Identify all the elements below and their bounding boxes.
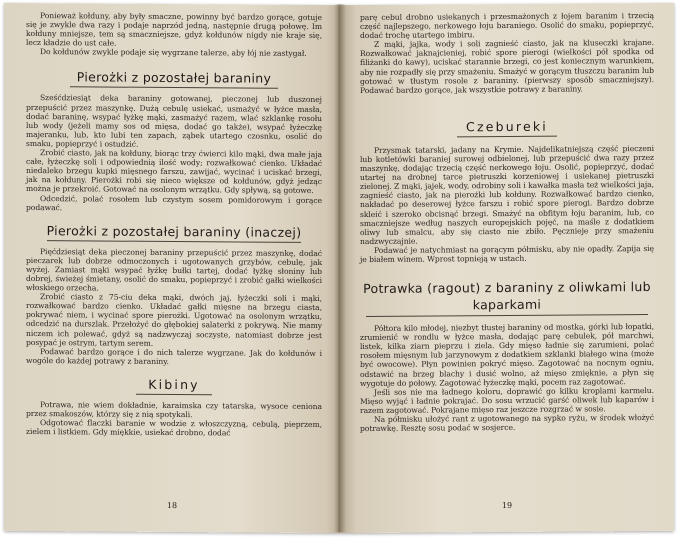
paragraph: parę cebul drobno usiekanych i przesmażonych z łojem baranim i trzecią część najlepszego, nerkowego łoju baraniego. Osolić do smaku, popieprzyć, dodać trochę utartego imbiru. [360, 10, 654, 41]
page-number: 18 [166, 500, 178, 511]
paragraph: Z mąki, jajka, wody i soli zagnieść ciasto, jak na kluseczki krajane. Rozwałkować jaknajcieniej, robić spore pierogi (wielkości pół spodka od filiżanki do kawy), uciskać starannie brzegi, co jest koniecznym warunkiem, aby nie rozpadły się przy smażeniu. Smażyć w gorącym tłuszczu baranim lub gotować w tłustym rosole z baraniny. (pierwszy sposób smaczniejszy). Podawać bardzo gorące, jak wszystkie potrawy z baraniny. [360, 38, 654, 95]
right-page [340, 3, 674, 533]
page-number: 19 [501, 500, 513, 511]
paragraph: Do kołdunów zwykle podaje się wygrzane talerze, aby łój nie zastygał. [40, 47, 307, 59]
paragraph: Pięćdziesiąt deka pieczonej baraniny przepuścić przez maszynkę, dodać pieczarek lub dobrze odmoczonych i ugotowanych grzybów, cebulę, jak wyżej. Zamiast mąki wsypać łyżkę bułki tartej, dodać łyżkę słoniny lub dobrej, świeżej śmietany, osolić do smaku, popieprzyć i zrobić gałki wielkości włoskiego orzecha. [26, 246, 322, 293]
paragraph: Przysmak tatarski, jadany na Krymie. Najdelikatniejszą część pieczeni lub kotletówki baraniej surowej odbielonej, lub przepuścić dwa razy przez maszynkę, dodając trzecią część nerkowego łoju. Osolić, popieprzyć, dodać utartej na drobnej tarce pietruszki korzeniowej i usiekanej pietruszki zielonej. Z mąki, jajek, wody, odrobiny soli i kawałka masła też wielkości jaja, zagnieść ciasto, jak na pierożki lub kołduny. Rozwałkować bardzo cienko, nakładać po deserowej łyżce farszu i robić spore pierogi. Bardzo dobrze skleić i szeroko obcisnąć brzegi. Smażyć na obfitym łoju baranim, lub, co smaczniejsze według naszych europejskich pojęć, na maśle z dodatkiem oliwy lub smalcu, aby się ciasto nie zbiło. Pęcznieje przy smażeniu nadzwyczajnie. [360, 143, 654, 246]
paragraph: Podawać je natychmiast na gorącym półmisku, aby nie opadły. Zapija się je białem winem. Wprost topnieją w ustach. [360, 243, 654, 264]
section-title-czebureki: Czebureki [466, 118, 548, 135]
paragraph: Półtora kilo młodej, niezbyt tłustej baraniny od mostka, górki lub łopatki, zrumienić w rondlu w łyżce masła, dodając parę cebulek, pół marchwi, listek, kilka ziarn pieprzu i ziela. Gdy mięso ładnie się zarumieni, polać rosołem mięsnym lub jarzynowym z dodatkiem szklanki białego wina (może być owocowe). Płyn powinien pokryć mięso. Zagotować na nocnym ogniu, odstawić na brzeg blachy i dusić wolno, aż mięso zmięknie, a płyn się wygotuje do połowy. Zagotować łyżeczkę mąki, pocem raz zagotować. [360, 322, 654, 388]
paragraph: Sześćdziesiąt deka baraniny gotowanej, pieczonej lub duszonej przepuścić przez maszynkę. Dużą cebulę usiekać, usmażyć w łyżce masła, dodać baraninę, wsypać łyżkę mąki, zasmażyć razem, wlać szklankę rosołu lub wody (jeżeli mamy sos od mięsa, dodać go także), wsypać łyżeczkę majeranku, lub, kto lubi ten zapach, ząbek utartego czosnku, osolić do smaku, popieprzyć i ostudzić. [26, 93, 322, 149]
right-intro [360, 11, 654, 95]
paragraph: Podawać bardzo gorące i do nich talerze wygrzane. Jak do kołdunów i wogóle do każdej potrawy z baraniny. [26, 346, 322, 366]
section-title-potrawka: Potrawka (ragout) z baraniny z oliwkami lub kaparkami [363, 279, 651, 313]
paragraph: Ponieważ kołduny, aby były smaczne, powinny być bardzo gorące, gotuje się je zwykle dwa razy i podaje naprzód jedną, następnie drugą połowę. Im kołduny mniejsze, tem są smaczniejsze, gdyż kołdunów nigdy nie kraje się, lecz kładzie do ust całe. [26, 11, 322, 48]
paragraph: Potrawa, nie wiem dokładnie, karaimska czy tatarska, wysoce ceniona przez smakoszów, którzy się z nią spotykali. [26, 399, 322, 420]
open-book [4, 4, 674, 536]
section-title-pierozki-inaczej: Pierożki z pozostałej baraniny (inaczej) [46, 222, 302, 240]
left-intro [26, 11, 322, 59]
paragraph: Na półmisku ułożyć rant z ugotowanego na sypko ryżu, w środek włożyć potrawkę. Resztę sosu podać w sosjerce. [360, 412, 654, 434]
section-title-pierozki: Pierożki z pozostałej baraniny [76, 69, 272, 87]
paragraph: Jeśli sos nie ma ładnego koloru, doprawić go kilku kroplami karmelu. Mięso wyjąć i ładnie pokrajać. Do sosu wrzucić garść oliwek lub kaparów i razem zagotować. Pokrajane mięso raz jeszcze rozgrzać w sosie. [360, 385, 654, 415]
paragraph: Zrobić ciasto z 75-ciu deka mąki, dwóch jaj, łyżeczki soli i mąki, rozwałkować bardzo cienko. Układać gałki mięsne na brzegu ciasta, pokrywać niem, i wycinać spore pierożki. Ugotować na osolonym wrzątku, odcedzić na durszlak. Przełożyć do głębokiej salaterki z pokrywą. Nie mamy niczem ich polewać, gdyż są nadzwyczaj soczyste, natomiast dobrze jest posypać je ostrym, tartym serem. [26, 292, 322, 348]
section-title-kibiny: Kibiny [148, 376, 200, 393]
paragraph: Zrobić ciasto, jak na kołduny, biorąc trzy ćwierci kilo mąki, dwa małe jaja całe, łyżeczkę soli i odpowiednią ilość wody; rozwałkować cienko. Układać niedaleko brzegu kupki mięsnego farszu, zawijać, wycinać i uciskać brzegi, jak na kołduny. Pierożki robi się nieco większe od kołdunów, gdyż jedząc można je przekroić. Gotować na osolonym wrzątku. Gdy spływą, są gotowe. [26, 148, 322, 196]
left-page [4, 3, 340, 533]
paragraph: Odcedzić, polać rosołem lub czystym sosem pomidorowym i gorące podawać. [26, 193, 322, 212]
paragraph: Odgotować flaczki baranie w wodzie z włoszczyzną, cebulą, pieprzem, zielem i listkiem. Gdy miękkie, usiekać drobno, dodać [26, 418, 322, 438]
